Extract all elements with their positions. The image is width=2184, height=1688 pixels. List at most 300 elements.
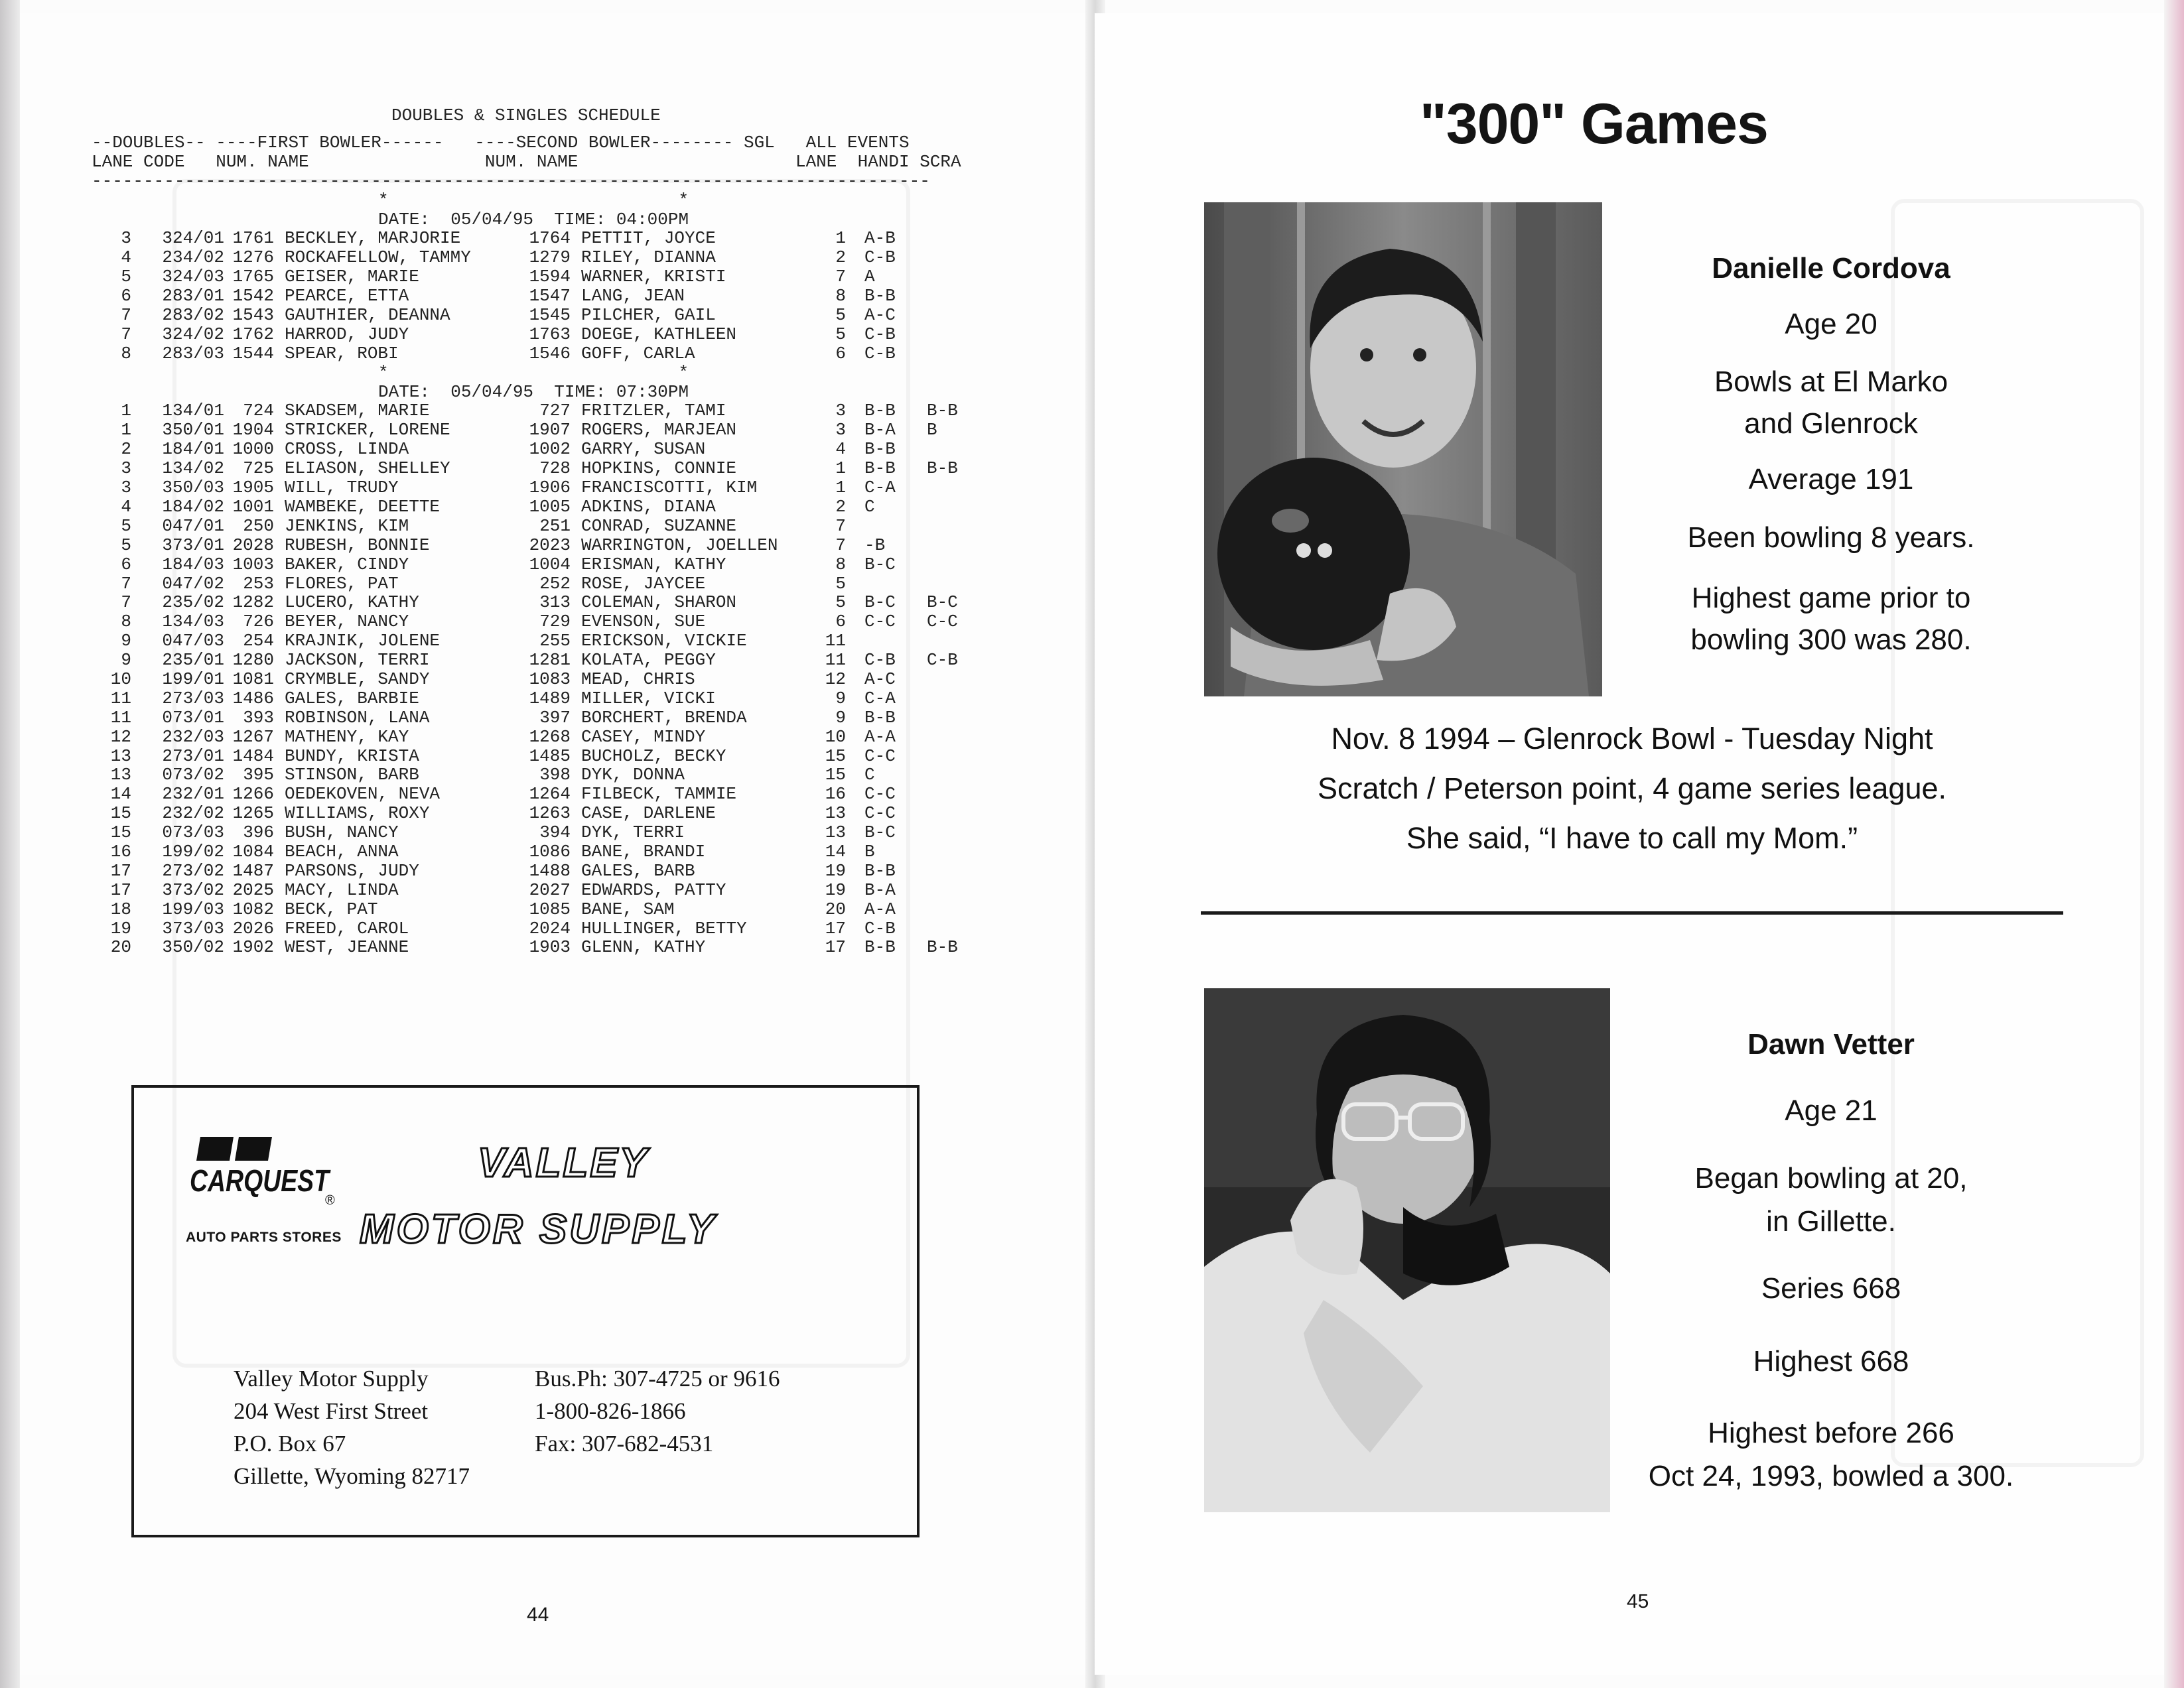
lane: 6 [121, 554, 131, 574]
first-bowler-num: 1084 [232, 842, 274, 862]
page-title: "300" Games [1420, 92, 1768, 156]
singles-lane: 1 [835, 478, 846, 497]
singles-lane: 16 [825, 785, 846, 805]
caption-line: Scratch / Peterson point, 4 game series league. [1317, 771, 1947, 805]
second-bowler-name: ERICKSON, VICKIE [581, 631, 747, 651]
scratch-events [927, 708, 980, 728]
first-bowler-name: RUBESH, BONNIE [285, 535, 430, 555]
handicap-events: A-C [864, 669, 896, 689]
lane: 15 [110, 804, 131, 824]
schedule-row [92, 229, 1020, 248]
photo-portrait-icon [1204, 988, 1610, 1512]
scratch-events [927, 804, 980, 823]
schedule-row [92, 823, 1020, 842]
second-bowler-num: 394 [539, 823, 571, 842]
second-bowler-name: WARNER, KRISTI [581, 267, 726, 287]
schedule-row [92, 765, 1020, 785]
doubles-code: 073/02 [162, 765, 224, 785]
ad-address-line: 204 West First Street [234, 1398, 429, 1424]
doubles-code: 350/02 [162, 938, 224, 958]
second-bowler-name: ERISMAN, KATHY [581, 554, 726, 574]
doubles-code: 047/01 [162, 516, 224, 536]
singles-lane: 15 [825, 765, 846, 785]
schedule-row [92, 574, 1020, 594]
first-bowler-name: BEACH, ANNA [285, 842, 399, 862]
handicap-events: B-B [864, 861, 896, 881]
singles-lane: 20 [825, 899, 846, 919]
handicap-events: C-C [864, 612, 896, 632]
first-bowler-name: STINSON, BARB [285, 765, 419, 785]
first-bowler-num: 253 [243, 574, 274, 594]
second-bowler-name: GLENN, KATHY [581, 938, 706, 958]
schedule-row [92, 306, 1020, 325]
bowler-1-name: Danielle Cordova [1712, 252, 1950, 285]
schedule-row [92, 881, 1020, 900]
doubles-code: 047/02 [162, 574, 224, 594]
second-bowler-num: 1763 [529, 324, 571, 344]
second-bowler-name: GALES, BARB [581, 861, 695, 881]
handicap-events: A-B [864, 229, 896, 249]
first-bowler-name: BECKLEY, MARJORIE [285, 229, 461, 249]
scratch-events [927, 497, 980, 517]
doubles-code: 273/03 [162, 688, 224, 708]
singles-lane: 12 [825, 669, 846, 689]
first-bowler-name: PEARCE, ETTA [285, 287, 409, 306]
bowler-1-bowls-at-line: and Glenrock [1744, 407, 1918, 440]
scratch-events: B-C [927, 593, 958, 613]
singles-lane: 7 [835, 535, 846, 555]
caption-line: Nov. 8 1994 – Glenrock Bowl - Tuesday Night [1331, 722, 1933, 755]
scratch-events [927, 306, 980, 325]
doubles-code: 235/01 [162, 651, 224, 670]
first-bowler-num: 1266 [232, 785, 274, 805]
first-bowler-num: 250 [243, 516, 274, 536]
first-bowler-name: GAUTHIER, DEANNA [285, 306, 450, 325]
lane: 7 [121, 324, 131, 344]
doubles-code: 273/01 [162, 746, 224, 766]
second-bowler-name: RILEY, DIANNA [581, 248, 716, 268]
scratch-events [927, 765, 980, 785]
schedule-row [92, 344, 1020, 363]
doubles-code: 373/03 [162, 919, 224, 939]
first-bowler-name: CRYMBLE, SANDY [285, 669, 430, 689]
second-bowler-num: 729 [539, 612, 571, 632]
second-bowler-name: BORCHERT, BRENDA [581, 708, 747, 728]
schedule-row [92, 440, 1020, 459]
handicap-events: A-A [864, 727, 896, 747]
schedule-title: DOUBLES & SINGLES SCHEDULE [391, 105, 661, 125]
schedule-row [92, 536, 1020, 555]
singles-lane: 2 [835, 497, 846, 517]
second-bowler-name: FRANCISCOTTI, KIM [581, 478, 758, 497]
handicap-events: C-B [864, 248, 896, 268]
scratch-events [927, 900, 980, 919]
second-bowler-num: 1489 [529, 688, 571, 708]
bowler-2-highest: Highest 668 [1753, 1345, 1909, 1378]
lane: 9 [121, 651, 131, 670]
handicap-events: -B [864, 535, 886, 555]
second-bowler-num: 1085 [529, 899, 571, 919]
second-bowler-name: PETTIT, JOYCE [581, 229, 716, 249]
first-bowler-num: 1001 [232, 497, 274, 517]
second-bowler-num: 1906 [529, 478, 571, 497]
handicap-events [846, 574, 927, 594]
scratch-events: B-B [927, 459, 958, 479]
handicap-events: B-C [864, 554, 896, 574]
lane: 2 [121, 440, 131, 460]
first-bowler-num: 1487 [232, 861, 274, 881]
scratch-events [927, 440, 980, 459]
doubles-singles-schedule [92, 106, 1020, 957]
first-bowler-name: GALES, BARBIE [285, 688, 419, 708]
carquest-logo-icon [187, 1134, 340, 1207]
scratch-events [927, 919, 980, 939]
first-bowler-name: PARSONS, JUDY [285, 861, 419, 881]
handicap-events: C-A [864, 478, 896, 497]
lane: 11 [110, 708, 131, 728]
ad-address-block [234, 1362, 470, 1492]
scratch-events [927, 574, 980, 594]
singles-lane: 11 [825, 651, 846, 670]
second-bowler-num: 255 [539, 631, 571, 651]
first-bowler-name: ROCKAFELLOW, TAMMY [285, 248, 471, 268]
schedule-row [92, 862, 1020, 881]
singles-lane: 10 [825, 727, 846, 747]
right-page-edge [2164, 0, 2184, 1688]
second-bowler-num: 1083 [529, 669, 571, 689]
second-bowler-num: 1764 [529, 229, 571, 249]
singles-lane: 5 [835, 593, 846, 613]
doubles-code: 350/01 [162, 421, 224, 440]
first-bowler-num: 1081 [232, 669, 274, 689]
scratch-events [927, 862, 980, 881]
schedule-row [92, 287, 1020, 306]
ad-phone-line: 1-800-826-1866 [535, 1398, 686, 1424]
lane: 14 [110, 785, 131, 805]
scratch-events [927, 478, 980, 497]
second-bowler-num: 1485 [529, 746, 571, 766]
scratch-events [927, 287, 980, 306]
lane: 3 [121, 459, 131, 479]
schedule-header-line-2: LANE CODE NUM. NAME NUM. NAME LANE HANDI SCRA [92, 151, 961, 172]
schedule-row [92, 517, 1020, 536]
lane: 1 [121, 421, 131, 440]
first-bowler-num: 1484 [232, 746, 274, 766]
lane: 19 [110, 919, 131, 939]
doubles-code: 373/02 [162, 880, 224, 900]
doubles-code: 199/03 [162, 899, 224, 919]
session-marker: * * [378, 362, 689, 383]
second-bowler-name: EVENSON, SUE [581, 612, 706, 632]
doubles-code: 350/03 [162, 478, 224, 497]
first-bowler-num: 1280 [232, 651, 274, 670]
second-bowler-num: 1546 [529, 344, 571, 363]
singles-lane: 3 [835, 421, 846, 440]
second-bowler-num: 1488 [529, 861, 571, 881]
ad-address-line: Gillette, Wyoming 82717 [234, 1463, 470, 1489]
handicap-events: B [864, 842, 875, 862]
first-bowler-name: JENKINS, KIM [285, 516, 409, 536]
second-bowler-name: DOEGE, KATHLEEN [581, 324, 737, 344]
second-bowler-name: CONRAD, SUZANNE [581, 516, 737, 536]
scratch-events [927, 517, 980, 536]
first-bowler-num: 1282 [232, 593, 274, 613]
doubles-code: 232/03 [162, 727, 224, 747]
lane: 8 [121, 612, 131, 632]
scratch-events [927, 728, 980, 747]
doubles-code: 283/01 [162, 287, 224, 306]
svg-text:®: ® [325, 1193, 335, 1207]
handicap-events: C-A [864, 688, 896, 708]
second-bowler-name: CASE, DARLENE [581, 804, 716, 824]
singles-lane: 5 [835, 306, 846, 325]
singles-lane: 7 [835, 267, 846, 287]
singles-lane: 14 [825, 842, 846, 862]
doubles-code: 073/01 [162, 708, 224, 728]
second-bowler-name: MEAD, CHRIS [581, 669, 695, 689]
schedule-row [92, 651, 1020, 670]
handicap-events: B-C [864, 823, 896, 842]
handicap-events: B-B [864, 440, 896, 460]
schedule-row [92, 248, 1020, 267]
singles-lane: 3 [835, 401, 846, 421]
schedule-row [92, 747, 1020, 766]
lane: 3 [121, 478, 131, 497]
second-bowler-name: GOFF, CARLA [581, 344, 695, 363]
first-bowler-num: 1276 [232, 248, 274, 268]
bowler-2-highest-before [1619, 1411, 2043, 1498]
first-bowler-num: 1542 [232, 287, 274, 306]
handicap-events: B-B [864, 401, 896, 421]
lane: 5 [121, 267, 131, 287]
second-bowler-num: 728 [539, 459, 571, 479]
lane: 7 [121, 574, 131, 594]
first-bowler-num: 724 [243, 401, 274, 421]
scratch-events [927, 670, 980, 689]
ad-business-name-line-2: MOTOR SUPPLY [360, 1206, 717, 1252]
bowler-2-began-line: in Gillette. [1766, 1205, 1896, 1238]
second-bowler-name: BANE, BRANDI [581, 842, 706, 862]
bowler-2-highest-before-line: Highest before 266 [1708, 1417, 1954, 1449]
first-bowler-name: STRICKER, LORENE [285, 421, 450, 440]
second-bowler-name: FRITZLER, TAMI [581, 401, 726, 421]
second-bowler-name: DYK, DONNA [581, 765, 685, 785]
singles-lane: 15 [825, 746, 846, 766]
second-bowler-num: 1263 [529, 804, 571, 824]
singles-lane: 13 [825, 823, 846, 842]
doubles-code: 232/02 [162, 804, 224, 824]
second-bowler-name: ADKINS, DIANA [581, 497, 716, 517]
lane: 13 [110, 765, 131, 785]
scratch-events [927, 823, 980, 842]
first-bowler-name: BAKER, CINDY [285, 554, 409, 574]
singles-lane: 8 [835, 554, 846, 574]
ad-phone-line: Fax: 307-682-4531 [535, 1431, 714, 1457]
handicap-events: B-C [864, 593, 896, 613]
second-bowler-name: DYK, TERRI [581, 823, 685, 842]
handicap-events [846, 517, 927, 536]
doubles-code: 134/01 [162, 401, 224, 421]
first-bowler-num: 1003 [232, 554, 274, 574]
photo-portrait-icon [1204, 202, 1602, 696]
first-bowler-num: 1765 [232, 267, 274, 287]
lane: 7 [121, 593, 131, 613]
first-bowler-name: BEYER, NANCY [285, 612, 409, 632]
singles-lane: 6 [835, 344, 846, 363]
lane: 17 [110, 880, 131, 900]
first-bowler-name: BUSH, NANCY [285, 823, 399, 842]
scratch-events [927, 229, 980, 248]
handicap-events: C-C [864, 785, 896, 805]
schedule-row [92, 919, 1020, 939]
schedule-row [92, 478, 1020, 497]
singles-lane: 8 [835, 287, 846, 306]
scratch-events: B-B [927, 938, 958, 958]
first-bowler-name: MATHENY, KAY [285, 727, 409, 747]
bowler-1-highest [1612, 577, 2050, 661]
bowler-2-highest-before-line: Oct 24, 1993, bowled a 300. [1648, 1460, 2014, 1492]
second-bowler-num: 1002 [529, 440, 571, 460]
session-date-time: DATE: 05/04/95 TIME: 04:00PM [378, 209, 689, 229]
first-bowler-name: KRAJNIK, JOLENE [285, 631, 441, 651]
doubles-code: 184/01 [162, 440, 224, 460]
first-bowler-num: 1486 [232, 688, 274, 708]
handicap-events: C [864, 765, 875, 785]
handicap-events: A-A [864, 899, 896, 919]
first-bowler-name: FLORES, PAT [285, 574, 399, 594]
left-page-number: 44 [527, 1604, 549, 1626]
second-bowler-name: FILBECK, TAMMIE [581, 785, 737, 805]
schedule-row [92, 785, 1020, 804]
first-bowler-name: HARROD, JUDY [285, 324, 409, 344]
first-bowler-num: 2026 [232, 919, 274, 939]
doubles-code: 199/01 [162, 669, 224, 689]
second-bowler-num: 398 [539, 765, 571, 785]
bowler-1-average: Average 191 [1748, 463, 1914, 495]
first-bowler-num: 1543 [232, 306, 274, 325]
lane: 20 [110, 938, 131, 958]
second-bowler-name: ROSE, JAYCEE [581, 574, 706, 594]
schedule-row [92, 804, 1020, 823]
schedule-row [92, 612, 1020, 631]
singles-lane: 2 [835, 248, 846, 268]
singles-lane: 19 [825, 861, 846, 881]
doubles-code: 047/03 [162, 631, 224, 651]
lane: 16 [110, 842, 131, 862]
second-bowler-num: 1547 [529, 287, 571, 306]
second-bowler-name: BANE, SAM [581, 899, 675, 919]
singles-lane: 19 [825, 880, 846, 900]
second-bowler-num: 2023 [529, 535, 571, 555]
doubles-code: 283/03 [162, 344, 224, 363]
bowler-2-bio [1619, 1021, 2043, 1498]
singles-lane: 9 [835, 708, 846, 728]
schedule-row [92, 728, 1020, 747]
bowler-2-age: Age 21 [1785, 1094, 1877, 1127]
scratch-events [927, 631, 980, 651]
scratch-events [927, 536, 980, 555]
first-bowler-name: OEDEKOVEN, NEVA [285, 785, 441, 805]
singles-lane: 17 [825, 938, 846, 958]
doubles-code: 273/02 [162, 861, 224, 881]
handicap-events: C-B [864, 919, 896, 939]
scratch-events [927, 267, 980, 287]
singles-lane: 13 [825, 804, 846, 824]
first-bowler-name: BECK, PAT [285, 899, 378, 919]
second-bowler-name: CASEY, MINDY [581, 727, 706, 747]
schedule-sessions [92, 191, 1020, 958]
schedule-row [92, 401, 1020, 421]
first-bowler-num: 1902 [232, 938, 274, 958]
second-bowler-name: HULLINGER, BETTY [581, 919, 747, 939]
bowler-1-bowls-at-line: Bowls at El Marko [1714, 365, 1948, 398]
lane: 17 [110, 861, 131, 881]
handicap-events: C-B [864, 324, 896, 344]
second-bowler-name: COLEMAN, SHARON [581, 593, 737, 613]
first-bowler-name: SKADSEM, MARIE [285, 401, 430, 421]
schedule-row [92, 459, 1020, 478]
schedule-row [92, 689, 1020, 708]
ad-phone-block [535, 1362, 780, 1460]
scratch-events: B-B [927, 401, 958, 421]
second-bowler-name: BUCHOLZ, BECKY [581, 746, 726, 766]
schedule-row [92, 267, 1020, 287]
scratch-events [927, 344, 980, 363]
handicap-events: C-B [864, 651, 896, 670]
second-bowler-num: 1594 [529, 267, 571, 287]
scratch-events [927, 555, 980, 574]
schedule-row [92, 938, 1020, 957]
singles-lane: 4 [835, 440, 846, 460]
second-bowler-num: 1903 [529, 938, 571, 958]
first-bowler-name: SPEAR, ROBI [285, 344, 399, 363]
first-bowler-name: ELIASON, SHELLEY [285, 459, 450, 479]
singles-lane: 5 [835, 324, 846, 344]
handicap-events: C [864, 497, 875, 517]
second-bowler-name: GARRY, SUSAN [581, 440, 706, 460]
handicap-events: B-A [864, 421, 896, 440]
caption-line: She said, “I have to call my Mom.” [1406, 821, 1858, 855]
handicap-events: C-B [864, 344, 896, 363]
scratch-events: C-B [927, 651, 958, 670]
second-bowler-num: 1005 [529, 497, 571, 517]
bowler-2-began-line: Began bowling at 20, [1694, 1162, 1968, 1195]
lane: 10 [110, 669, 131, 689]
schedule-row [92, 670, 1020, 689]
second-bowler-num: 251 [539, 516, 571, 536]
bowler-2-series: Series 668 [1761, 1272, 1901, 1305]
second-bowler-name: KOLATA, PEGGY [581, 651, 716, 670]
lane: 13 [110, 746, 131, 766]
second-bowler-num: 1281 [529, 651, 571, 670]
schedule-row [92, 842, 1020, 862]
bowler-2-name: Dawn Vetter [1747, 1028, 1915, 1061]
second-bowler-num: 252 [539, 574, 571, 594]
lane: 6 [121, 287, 131, 306]
left-page-edge [0, 0, 20, 1688]
bowler-photo-dawn [1204, 988, 1610, 1512]
handicap-events: A [864, 267, 875, 287]
schedule-row [92, 497, 1020, 517]
lane: 7 [121, 306, 131, 325]
schedule-header-line-1: --DOUBLES-- ----FIRST BOWLER------ ----SECOND BOWLER-------- SGL ALL EVENTS [92, 132, 910, 153]
schedule-row [92, 421, 1020, 440]
first-bowler-name: WEST, JEANNE [285, 938, 409, 958]
schedule-row [92, 708, 1020, 728]
lane: 12 [110, 727, 131, 747]
schedule-row [92, 555, 1020, 574]
doubles-code: 134/03 [162, 612, 224, 632]
